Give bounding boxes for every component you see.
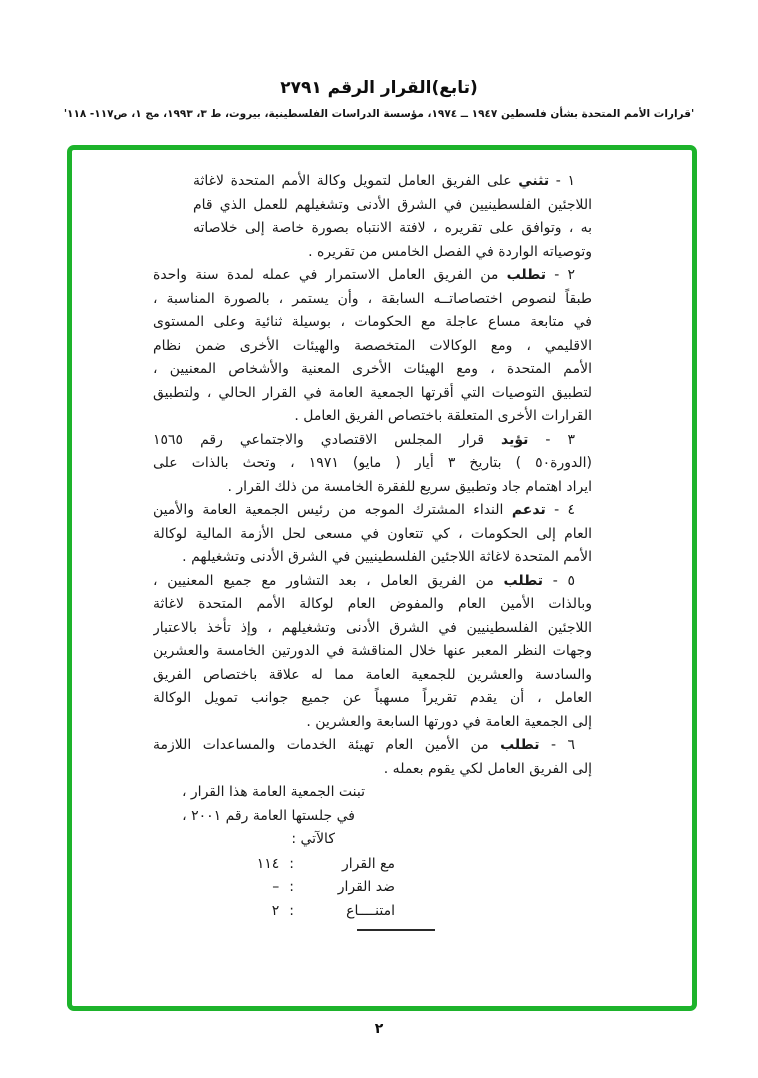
vote-row <box>153 900 395 924</box>
vote-value: ١١٤ <box>256 855 280 872</box>
text-line: والسادسة والعشرين للجمعية العامة مما له علاقة باختصاص الفريق <box>153 666 592 683</box>
clause-verb: تطلب <box>506 267 546 283</box>
page-number: ٢ <box>374 1021 384 1037</box>
vote-colon: : <box>289 879 294 895</box>
source-citation: 'قرارات الأمم المتحدة بشأن فلسطين ١٩٤٧ ــ ١٩٧٤، مؤسسة الدراسات الفلسطينية، بيروت، ط ٣، ١٩٩٣، مج ١، ص١١٧- ١١٨' <box>63 108 695 120</box>
vote-label: امتنــــاع <box>346 902 395 919</box>
text-line: القرارات الأخرى المتعلقة باختصاص الفريق العامل . <box>294 408 592 424</box>
clause-٣ <box>153 429 592 500</box>
text-line: ٢ - تطلب من الفريق العامل الاستمرار في عمله لمدة سنة واحدة <box>153 267 575 283</box>
vote-row <box>153 876 395 900</box>
text-line: اللاجئين الفلسطينيين في الشرق الأدنى وتشغيلهم ، وإذ تأخذ بالاعتبار <box>153 619 592 636</box>
clause-verb: تطلب <box>503 572 543 589</box>
text-line: ٣ - تؤيد قرار المجلس الاقتصادي والاجتماعي رقم ١٥٦٥ <box>153 431 576 448</box>
clause-verb: تؤيد <box>501 431 529 448</box>
resolution-paragraphs <box>153 170 592 781</box>
vote-row <box>153 853 395 877</box>
text-line: وبالذات الأمين العام والمفوض العام لوكالة الأمم المتحدة لاغاثة <box>153 596 592 612</box>
text-line: لتطبيق التوصيات التي أقرتها الجمعية العامة في القرار الحالي ، ولتطبيق <box>153 384 592 401</box>
text-line: العامل ، أن يقدم تقريراً مسهباً عن جميع جوانب تمويل الوكالة <box>153 690 592 706</box>
text-line: ٥ - تطلب من الفريق العامل ، بعد التشاور مع جميع المعنيين ، <box>153 572 576 589</box>
text-line: ٦ - تطلب من الأمين العام تهيئة الخدمات والمساعدات اللازمة <box>153 737 575 753</box>
clause-١ <box>153 170 592 264</box>
clause-٢ <box>153 264 592 429</box>
clause-verb: تدعم <box>511 502 546 518</box>
vote-block <box>153 853 592 924</box>
clause-verb: تطلب <box>500 737 540 753</box>
clause-٦ <box>153 734 592 781</box>
text-line: في متابعة مساع عاجلة مع الحكومات ، بوسيلة ثنائية وعلى المستوى <box>153 314 592 330</box>
divider-rule <box>357 929 435 931</box>
text-line: إلى الجمعية العامة في دورتها السابعة والعشرين . <box>306 713 592 730</box>
vote-value: – <box>272 879 280 895</box>
vote-value: ٢ <box>271 902 280 919</box>
text-line: به ، وتوافق على تقريره ، لافتة الانتباه بصورة خاصة إلى خلاصاته <box>193 220 592 236</box>
resolution-box <box>67 145 697 1011</box>
text-line: الأمم المتحدة ، ومع الهيئات الأخرى المعنية والأشخاص المعنيين ، <box>153 361 592 377</box>
adoption-block <box>153 781 592 852</box>
text-line: وجهات النظر المعبر عنها خلال المناقشة في الدورتين الخامسة والعشرين <box>153 643 592 659</box>
text-line: الاقليمي ، ومع الوكالات المتخصصة والهيئات الأخرى ضمن نظام <box>153 337 592 354</box>
text-line: ١ - تثني على الفريق العامل لتمويل وكالة الأمم المتحدة لاغاثة <box>193 173 575 189</box>
vote-colon: : <box>289 902 294 919</box>
text-line: وتوصياته الواردة في الفصل الخامس من تقريره . <box>308 243 592 260</box>
clause-verb: تثني <box>518 173 550 189</box>
text-line: ٤ - تدعم النداء المشترك الموجه من رئيس الجمعية العامة والأمين <box>153 502 576 518</box>
page-title: (تابع)القرار الرقم ٢٧٩١ <box>280 78 478 98</box>
text-line: الأمم المتحدة لاغاثة اللاجئين الفلسطينيين في الشرق الأدنى وتشغيلهم . <box>182 549 592 565</box>
text-line: اللاجئين الفلسطينيين في الشرق الأدنى وتشغيلهم للعمل الذي قام <box>193 196 592 213</box>
adoption-line: تبنت الجمعية العامة هذا القرار ، <box>181 784 365 800</box>
adoption-line: كالآتي : <box>291 831 335 847</box>
resolution-text <box>72 150 692 1006</box>
clause-٥ <box>153 570 592 735</box>
text-line: ايراد اهتمام جاد وتطبيق سريع للفقرة الخامسة من ذلك القرار . <box>227 478 592 495</box>
vote-label: مع القرار <box>341 855 395 872</box>
adoption-line: في جلستها العامة رقم ٢٠٠١ ، <box>182 807 355 824</box>
text-line: (الدورة٥٠ ) بتاريخ ٣ أيار ( مايو) ١٩٧١ ، وتحث بالذات على <box>153 455 592 471</box>
clause-٤ <box>153 499 592 570</box>
text-line: طبقاً لنصوص اختصاصاتــه السابقة ، وأن يستمر ، بالصورة المناسبة ، <box>153 290 592 307</box>
vote-label: ضد القرار <box>337 879 395 895</box>
vote-colon: : <box>289 855 294 872</box>
text-line: إلى الفريق العامل لكي يقوم بعمله . <box>383 760 592 777</box>
text-line: العام إلى الحكومات ، كي تتعاون في مسعى لحل الأزمة المالية لوكالة <box>153 525 592 542</box>
